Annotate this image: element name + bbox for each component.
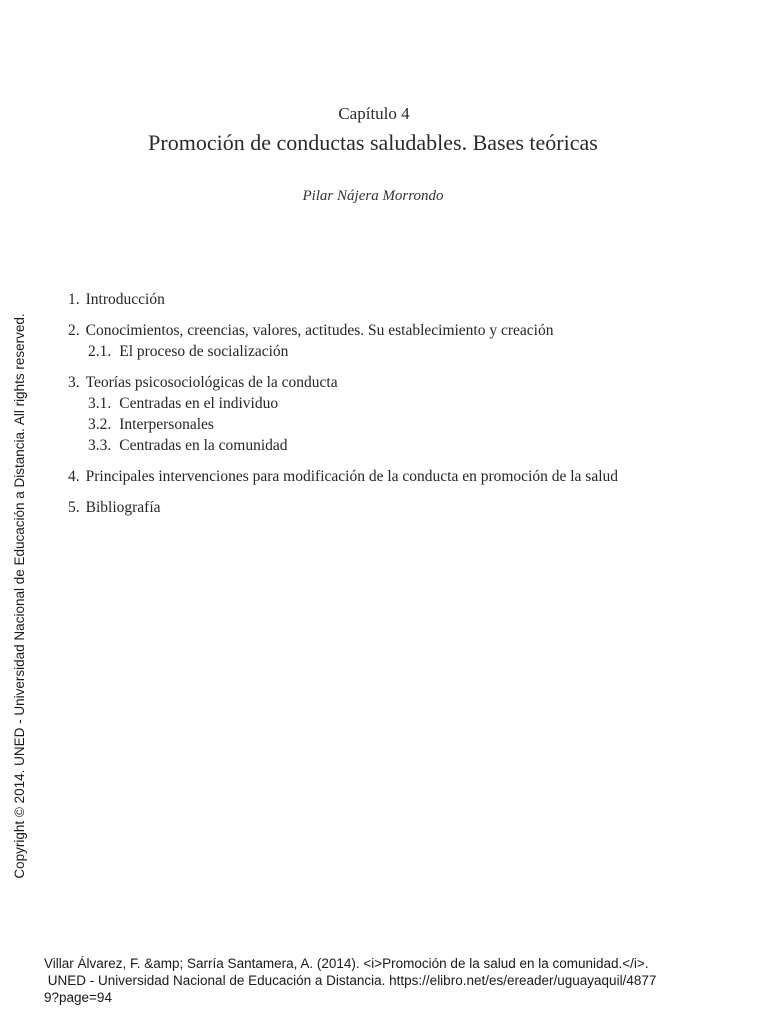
toc-item-title: Bibliografía	[85, 499, 161, 516]
toc-section-1	[68, 289, 708, 310]
citation-line: Villar Álvarez, F. &amp; Sarría Santamera, A. (2014). <i>Promoción de la salud en la comunidad.</i>.	[44, 956, 649, 971]
chapter-author: Pilar Nájera Morrondo	[302, 188, 444, 204]
toc-subitem-title: El proceso de socialización	[119, 343, 289, 360]
toc-item	[68, 497, 708, 518]
toc-item-title: Conocimientos, creencias, valores, actitudes. Su establecimiento y creación	[85, 322, 554, 339]
toc-subitem-number: 3.3.	[88, 437, 112, 454]
toc-subitem	[68, 341, 708, 362]
citation-line: UNED - Universidad Nacional de Educación a Distancia. https://elibro.net/es/ereader/uguayaquil/4877	[44, 973, 657, 988]
toc-item-number: 1.	[68, 291, 80, 308]
table-of-contents	[68, 289, 708, 528]
toc-subitem-number: 3.1.	[88, 395, 112, 412]
toc-item	[68, 320, 708, 341]
toc-subitem-number: 3.2.	[88, 416, 112, 433]
toc-subitem	[68, 435, 708, 456]
toc-item-title: Principales intervenciones para modificación de la conducta en promoción de la salud	[85, 468, 619, 485]
copyright-notice: Copyright © 2014. UNED - Universidad Nacional de Educación a Distancia. All rights reserved.	[12, 313, 27, 879]
toc-item	[68, 289, 708, 310]
toc-subitem	[68, 414, 708, 435]
citation-line: 9?page=94	[44, 990, 112, 1005]
toc-section-3	[68, 372, 708, 456]
toc-item	[68, 372, 708, 393]
toc-subitem-title: Interpersonales	[119, 416, 214, 433]
toc-subitem-title: Centradas en el individuo	[119, 395, 279, 412]
toc-section-2	[68, 320, 708, 362]
toc-subitem-title: Centradas en la comunidad	[119, 437, 288, 454]
citation-footer	[44, 955, 760, 1006]
toc-item-number: 5.	[68, 499, 80, 516]
toc-item-title: Introducción	[85, 291, 165, 308]
toc-item-number: 3.	[68, 374, 80, 391]
toc-subitem-number: 2.1.	[88, 343, 112, 360]
chapter-label: Capítulo 4	[338, 104, 410, 123]
toc-item	[68, 466, 708, 487]
toc-subitem	[68, 393, 708, 414]
toc-section-4	[68, 466, 708, 487]
chapter-title: Promoción de conductas saludables. Bases teóricas	[148, 130, 598, 155]
toc-item-number: 2.	[68, 322, 80, 339]
toc-item-number: 4.	[68, 468, 80, 485]
toc-section-5	[68, 497, 708, 518]
toc-item-title: Teorías psicosociológicas de la conducta	[85, 374, 338, 391]
